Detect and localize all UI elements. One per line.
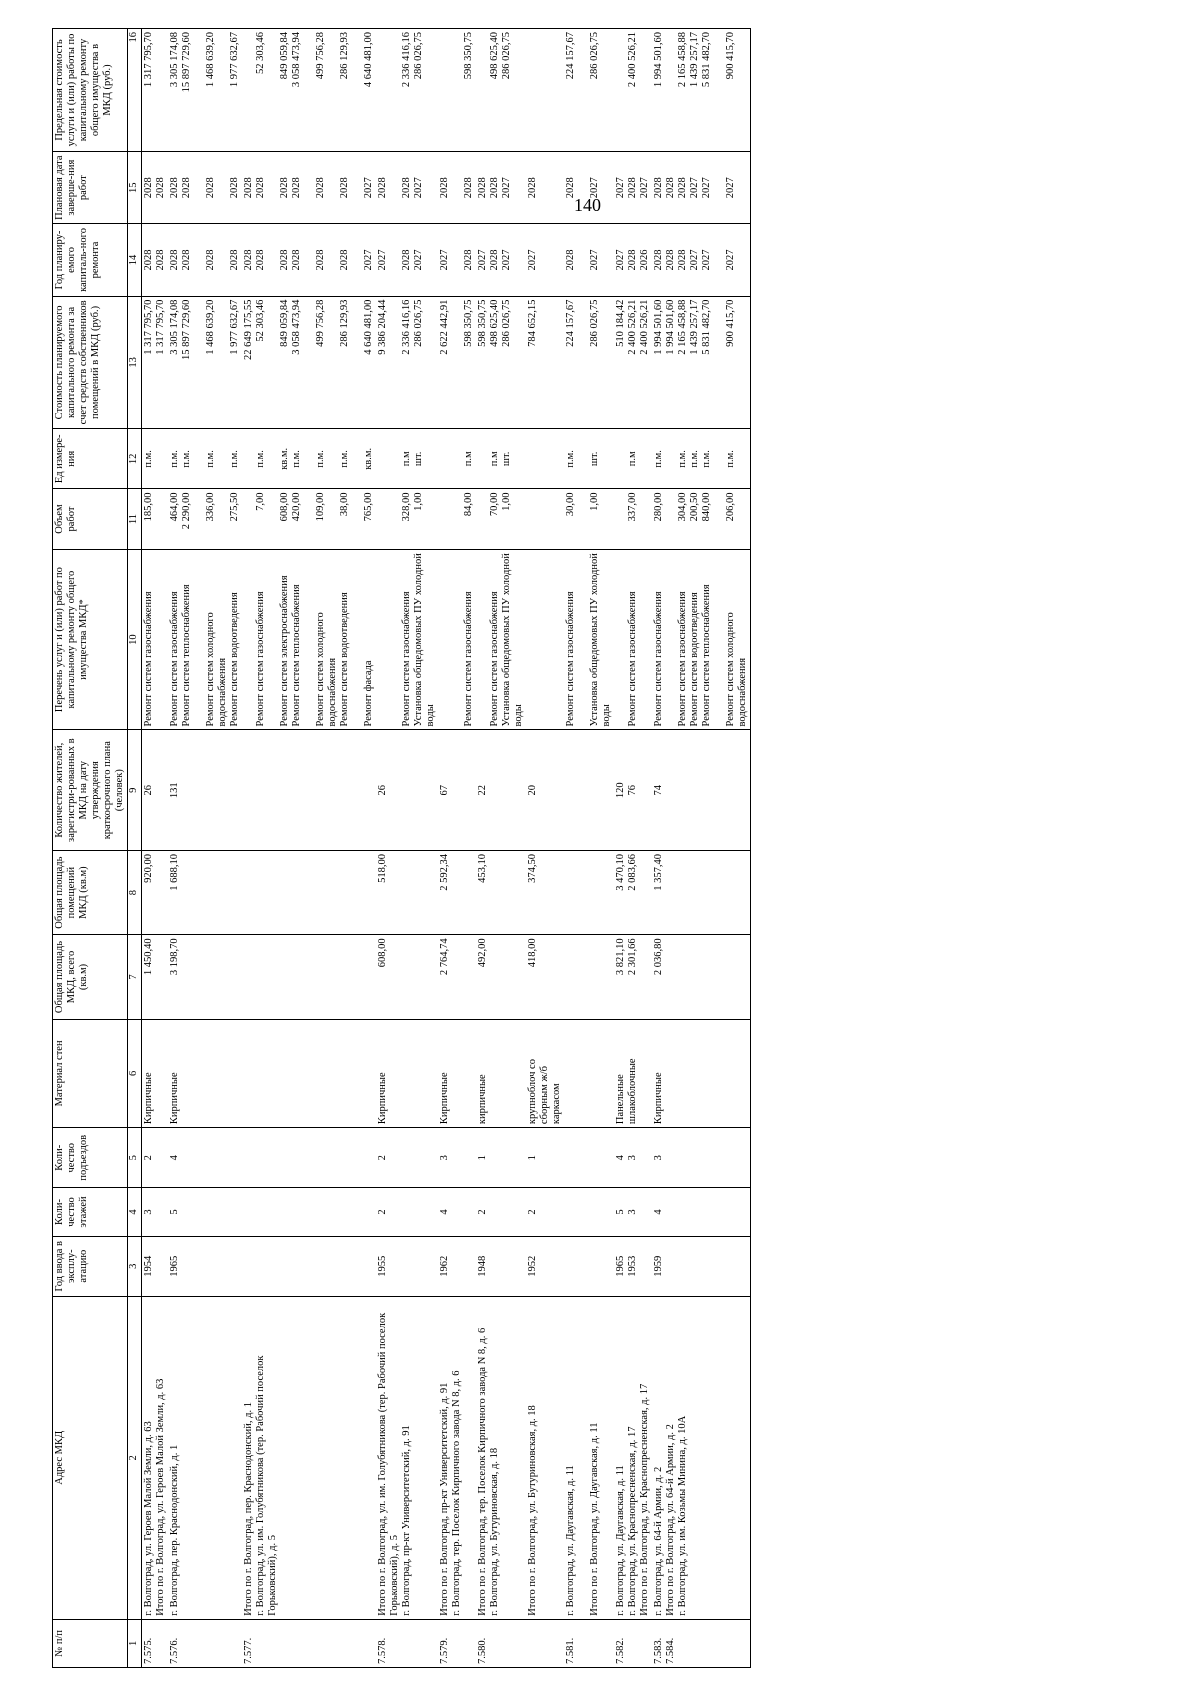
table-cell: 920,00 <box>142 850 169 934</box>
column-number: 1 <box>128 1619 142 1667</box>
table-cell: 185,00 <box>142 489 169 549</box>
table-cell: 453,10 <box>476 850 526 934</box>
table-cell: 492,00 <box>476 935 526 1019</box>
table-cell: г. Волгоград, ул. Даугавская, д. 11 г. Волгоград, ул. Краснопресненская, д. 17 Итого по г. Волгоград, ул. Краснопресненская, д. 17 <box>614 1296 652 1619</box>
table-row <box>142 29 169 1668</box>
table-cell <box>564 730 614 851</box>
table-cell: Ремонт систем газоснабжения Установка общедомовых ПУ холодной воды <box>476 549 526 730</box>
column-number: 12 <box>128 429 142 489</box>
table-row <box>652 29 751 1668</box>
table-row <box>168 29 242 1668</box>
table-cell: Кирпичные <box>168 1019 242 1127</box>
table-cell: 1 <box>476 1128 526 1188</box>
table-cell: 26 <box>142 730 169 851</box>
table-row <box>564 29 614 1668</box>
table-cell: 1 357,40 <box>652 850 751 934</box>
table-cell: 280,00 304,00 200,50 840,00 206,00 <box>652 489 751 549</box>
table-cell: п.м шт. <box>376 429 438 489</box>
table-cell: 2027 2028 2027 <box>376 224 438 296</box>
column-header: Количество жителей, зарегистри-рованных в МКД на дату утверждения краткосрочного плана (человек) <box>53 730 128 851</box>
table-cell: 1954 <box>142 1236 169 1296</box>
table-cell: 3 <box>652 1128 751 1188</box>
table-row <box>614 29 652 1668</box>
table-row <box>242 29 376 1668</box>
table-cell: 784 652,15 <box>526 296 564 429</box>
table-cell <box>526 29 564 152</box>
table-cell: 70,00 1,00 <box>476 489 526 549</box>
table-cell: 608,00 <box>376 935 438 1019</box>
table-cell <box>564 1019 614 1127</box>
table-cell: 518,00 <box>376 850 438 934</box>
column-header: Перечень услуг и (или) работ по капитальному ремонту общего имущества МКД* <box>53 549 128 730</box>
table-cell: Итого по г. Волгоград, тер. Поселок Кирпичного завода N 8, д. 6 г. Волгоград, ул. Бутуриновская, д. 18 <box>476 1296 526 1619</box>
table-cell: 1 450,40 <box>142 935 169 1019</box>
table-cell: Ремонт систем газоснабжения <box>438 549 476 730</box>
table-cell: 2028 <box>526 152 564 224</box>
table-cell: Кирпичные <box>376 1019 438 1127</box>
table-row <box>526 29 564 1668</box>
column-number: 8 <box>128 850 142 934</box>
table-cell: п.м шт. <box>476 429 526 489</box>
table-cell: Кирпичные <box>652 1019 751 1127</box>
table-cell: Ремонт систем газоснабжения <box>142 549 169 730</box>
table-cell: 1 317 795,70 1 317 795,70 <box>142 296 169 429</box>
table-cell: 2028 2028 2027 <box>476 152 526 224</box>
table-cell: п.м. п.м. п.м. п.м. <box>168 429 242 489</box>
table-cell: 2 <box>142 1128 169 1188</box>
table-row <box>376 29 438 1668</box>
column-header: Общая площадь МКД, всего (кв.м) <box>53 935 128 1019</box>
table-cell <box>242 1019 376 1127</box>
table-cell: 224 157,67 286 026,75 <box>564 29 614 152</box>
table-cell: Итого по г. Волгоград, ул. Бутуриновская, д. 18 <box>526 1296 564 1619</box>
table-cell: п.м. п.м. п.м. п.м. п.м. <box>652 429 751 489</box>
table-cell: 418,00 <box>526 935 564 1019</box>
column-number: 5 <box>128 1128 142 1188</box>
table-cell: 4 3 <box>614 1128 652 1188</box>
table-cell: 2027 2028 2026 <box>614 224 652 296</box>
table-cell: Ремонт систем газоснабжения Ремонт систем газоснабжения Ремонт систем водоотведения Ремонт систем теплоснабжения Ремонт систем холодного водоснабжения <box>652 549 751 730</box>
table-cell: Ремонт систем газоснабжения Установка общедомовых ПУ холодной воды <box>564 549 614 730</box>
capital-repair-table <box>52 28 751 1668</box>
table-cell <box>242 1128 376 1188</box>
table-cell: п.м <box>614 429 652 489</box>
table-cell: 598 350,75 <box>438 29 476 152</box>
column-number: 7 <box>128 935 142 1019</box>
column-number: 9 <box>128 730 142 851</box>
column-header: Плановая дата заверше-ния работ <box>53 152 128 224</box>
table-cell: 2028 2027 <box>564 152 614 224</box>
table-cell: г. Волгоград, ул. 64-й Армии, д. 2 Итого по г. Волгоград, ул. 64-й Армии, д. 2 г. Волгоград, ул. им. Козьмы Минина, д. 10А <box>652 1296 751 1619</box>
table-cell: 2 <box>476 1188 526 1236</box>
table-cell: 7.582. <box>614 1619 652 1667</box>
table-cell: 22 <box>476 730 526 851</box>
table-cell: 4 <box>168 1128 242 1188</box>
table-cell: 1962 <box>438 1236 476 1296</box>
column-number: 15 <box>128 152 142 224</box>
table-cell <box>242 935 376 1019</box>
table-body <box>142 29 751 1668</box>
table-cell: 2027 2028 2027 <box>476 224 526 296</box>
table-cell: крупноблоч со сборным ж/б каркасом <box>526 1019 564 1127</box>
table-cell: г. Волгоград, пер. Краснодонский, д. 1 <box>168 1296 242 1619</box>
table-cell: 3 305 174,08 15 897 729,60 1 468 639,20 1 977 632,67 <box>168 296 242 429</box>
table-cell: 5 3 <box>614 1188 652 1236</box>
table-cell: п.м <box>438 429 476 489</box>
column-header: Стоимость планируемого капитального ремонта за счет средств собственников помещений в МКД (руб.) <box>53 296 128 429</box>
table-cell: 2027 2028 2027 <box>614 152 652 224</box>
table-cell: 7.577. <box>242 1619 376 1667</box>
table-cell: 1948 <box>476 1236 526 1296</box>
table-cell: 2028 2028 <box>438 152 476 224</box>
column-number: 13 <box>128 296 142 429</box>
table-cell <box>564 850 614 934</box>
table-cell: 498 625,40 286 026,75 <box>476 29 526 152</box>
table-cell: 1965 <box>168 1236 242 1296</box>
table-cell <box>564 935 614 1019</box>
table-cell: Итого по г. Волгоград, пер. Краснодонский, д. 1 г. Волгоград, ул. им. Голубятникова (тер. Рабочий поселок Горьковский), д. 5 <box>242 1296 376 1619</box>
table-cell: 1959 <box>652 1236 751 1296</box>
table-cell: 7.578. <box>376 1619 438 1667</box>
table-cell: 3 <box>142 1188 169 1236</box>
table-cell: 2 592,34 <box>438 850 476 934</box>
table-cell: 2028 2028 <box>142 152 169 224</box>
column-number-row <box>128 29 142 1668</box>
table-cell: 3 198,70 <box>168 935 242 1019</box>
table-cell <box>242 1188 376 1236</box>
table-cell: Итого по г. Волгоград, пр-кт Университетский, д. 91 г. Волгоград, тер. Поселок Кирпичного завода N 8, д. 6 <box>438 1296 476 1619</box>
column-number: 6 <box>128 1019 142 1127</box>
table-cell <box>564 1188 614 1236</box>
table-cell: Ремонт систем газоснабжения Ремонт систем электроснабжения Ремонт систем теплоснабжения Ремонт систем холодного водоснабжения Ремонт систем водоотведения Ремонт фасада <box>242 549 376 730</box>
table-cell: Итого по г. Волгоград, ул. им. Голубятникова (тер. Рабочий поселок Горьковский), д. 5 г. Волгоград, пр-кт Университетский, д. 91 <box>376 1296 438 1619</box>
table-cell: 1 <box>526 1128 564 1188</box>
table-cell: 2 400 526,21 <box>614 29 652 152</box>
table-cell: 2028 2028 2028 2028 <box>168 224 242 296</box>
table-cell: 2 622 442,91 598 350,75 <box>438 296 476 429</box>
column-number: 16 <box>128 29 142 152</box>
table-cell: 22 649 175,55 52 303,46 849 059,84 3 058 473,94 499 756,28 286 129,93 4 640 481,00 <box>242 296 376 429</box>
column-header: Коли-чество этажей <box>53 1188 128 1236</box>
table-cell: 374,50 <box>526 850 564 934</box>
table-cell: 2 036,80 <box>652 935 751 1019</box>
table-cell: 2028 2028 2028 2027 2027 2027 <box>652 152 751 224</box>
table-cell: 30,00 1,00 <box>564 489 614 549</box>
rotated-page <box>52 28 1122 1668</box>
table-cell: 26 <box>376 730 438 851</box>
table-cell: 337,00 <box>614 489 652 549</box>
table-cell: 7.575. <box>142 1619 169 1667</box>
column-header: Адрес МКД <box>53 1296 128 1619</box>
table-cell <box>526 1619 564 1667</box>
table-cell: 7.581. <box>564 1619 614 1667</box>
table-cell: 7.583. 7.584. <box>652 1619 751 1667</box>
table-cell <box>526 489 564 549</box>
column-header: Коли-чество подъездов <box>53 1128 128 1188</box>
table-cell: Ремонт систем газоснабжения Ремонт систем теплоснабжения Ремонт систем холодного водоснабжения Ремонт систем водоотведения <box>168 549 242 730</box>
header-row <box>53 29 128 1668</box>
column-header: Предельная стоимость услуги и (или) работы по капитальному ремонту общего имущества в МКД (руб.) <box>53 29 128 152</box>
table-row <box>476 29 526 1668</box>
table-cell: 2028 2028 <box>142 224 169 296</box>
table-cell: 464,00 2 290,00 336,00 275,50 <box>168 489 242 549</box>
column-number: 4 <box>128 1188 142 1236</box>
table-cell: 328,00 1,00 <box>376 489 438 549</box>
table-cell: 74 <box>652 730 751 851</box>
table-cell: 224 157,67 286 026,75 <box>564 296 614 429</box>
column-header: Объем работ <box>53 489 128 549</box>
table-cell: 1 994 501,60 1 994 501,60 2 165 458,88 1 439 257,17 5 831 482,70 900 415,70 <box>652 296 751 429</box>
table-cell: 3 821,10 2 301,66 <box>614 935 652 1019</box>
table-row <box>438 29 476 1668</box>
table-cell: 2028 2028 2028 2028 <box>168 152 242 224</box>
page-number: 140 <box>574 195 601 215</box>
table-cell: п.м. шт. <box>564 429 614 489</box>
table-cell: 3 305 174,08 15 897 729,60 1 468 639,20 1 977 632,67 <box>168 29 242 152</box>
table-cell: 84,00 <box>438 489 476 549</box>
table-cell: 2028 2027 <box>564 224 614 296</box>
table-cell: 4 <box>438 1188 476 1236</box>
table-cell: 67 <box>438 730 476 851</box>
table-cell <box>564 1236 614 1296</box>
table-cell <box>526 429 564 489</box>
column-number: 2 <box>128 1296 142 1619</box>
table-cell: 2027 <box>526 224 564 296</box>
column-number: 10 <box>128 549 142 730</box>
table-cell: 1965 1953 <box>614 1236 652 1296</box>
table-cell: 2028 2028 2028 2028 2028 2028 2027 <box>242 224 376 296</box>
table-cell: 598 350,75 498 625,40 286 026,75 <box>476 296 526 429</box>
table-cell: 1 994 501,60 2 165 458,88 1 439 257,17 5 831 482,70 900 415,70 <box>652 29 751 152</box>
table-cell: 2028 2028 2028 2028 2028 2028 2027 <box>242 152 376 224</box>
table-cell <box>526 549 564 730</box>
table-cell: г. Волгоград, ул. Даугавская, д. 11 Итого по г. Волгоград, ул. Даугавская, д. 11 <box>564 1296 614 1619</box>
table-cell: п.м. <box>142 429 169 489</box>
table-cell: Кирпичные <box>438 1019 476 1127</box>
table-cell: 7.576. <box>168 1619 242 1667</box>
column-header: Год планиру-емого капиталь-ного ремонта <box>53 224 128 296</box>
column-header: № п/п <box>53 1619 128 1667</box>
table-cell: Кирпичные <box>142 1019 169 1127</box>
table-cell: 131 <box>168 730 242 851</box>
table-cell: 52 303,46 849 059,84 3 058 473,94 499 756,28 286 129,93 4 640 481,00 <box>242 29 376 152</box>
table-cell: 1 317 795,70 <box>142 29 169 152</box>
column-number: 11 <box>128 489 142 549</box>
table-cell: Панельные шлакоблочные <box>614 1019 652 1127</box>
table-cell: 7.580. <box>476 1619 526 1667</box>
table-cell: п.м. кв.м. п.м. п.м. п.м. кв.м. <box>242 429 376 489</box>
table-cell: 2 <box>526 1188 564 1236</box>
table-cell: 510 184,42 2 400 526,21 2 400 526,21 <box>614 296 652 429</box>
table-cell: 7.579. <box>438 1619 476 1667</box>
column-header: Общая площадь помещений МКД (кв.м) <box>53 850 128 934</box>
table-cell <box>242 850 376 934</box>
table-cell: 9 386 204,44 2 336 416,16 286 026,75 <box>376 296 438 429</box>
table-cell: Ремонт систем газоснабжения Установка общедомовых ПУ холодной воды <box>376 549 438 730</box>
column-number: 14 <box>128 224 142 296</box>
table-cell: 3 470,10 2 083,66 <box>614 850 652 934</box>
table-cell: 2027 2028 <box>438 224 476 296</box>
table-cell: 1952 <box>526 1236 564 1296</box>
table-cell: 1 688,10 <box>168 850 242 934</box>
column-header: Ед измере-ния <box>53 429 128 489</box>
table-cell: 7,00 608,00 420,00 109,00 38,00 765,00 <box>242 489 376 549</box>
table-cell: 2 <box>376 1188 438 1236</box>
table-cell: 3 <box>438 1128 476 1188</box>
table-cell <box>242 1236 376 1296</box>
column-header: Материал стен <box>53 1019 128 1127</box>
table-cell: 20 <box>526 730 564 851</box>
column-number: 3 <box>128 1236 142 1296</box>
table-cell: 4 <box>652 1188 751 1236</box>
table-cell: 2028 2028 2028 2027 2027 2027 <box>652 224 751 296</box>
table-cell: 2028 2028 2027 <box>376 152 438 224</box>
table-cell <box>242 730 376 851</box>
table-cell: 2 <box>376 1128 438 1188</box>
table-cell: кирпичные <box>476 1019 526 1127</box>
table-cell: 2 336 416,16 286 026,75 <box>376 29 438 152</box>
table-cell: 1955 <box>376 1236 438 1296</box>
table-cell: г. Волгоград, ул. Героев Малой Земли, д. 63 Итого по г. Волгоград, ул. Героев Малой Земли, д. 63 <box>142 1296 169 1619</box>
table-cell: 5 <box>168 1188 242 1236</box>
column-header: Год ввода в эксплу-атацию <box>53 1236 128 1296</box>
table-cell: 2 764,74 <box>438 935 476 1019</box>
table-cell <box>564 1128 614 1188</box>
table-cell: 120 76 <box>614 730 652 851</box>
table-cell: Ремонт систем газоснабжения <box>614 549 652 730</box>
